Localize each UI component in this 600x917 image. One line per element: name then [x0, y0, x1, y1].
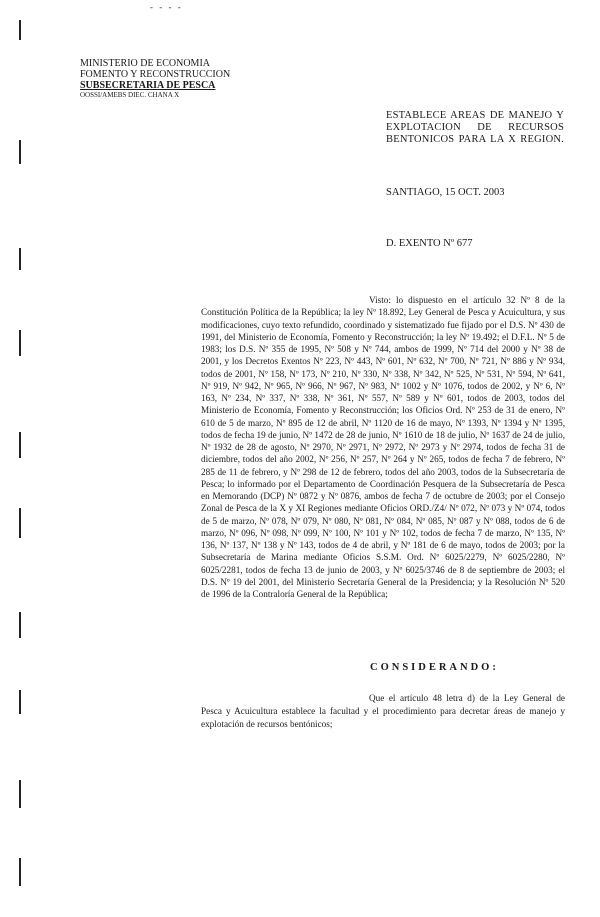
scan-edge-mark: [19, 690, 21, 714]
scan-edge-mark: [19, 140, 21, 164]
scan-edge-mark: [19, 780, 21, 808]
scan-edge-mark: [19, 858, 21, 886]
scan-edge-mark: [19, 330, 21, 356]
ministry-division: FOMENTO Y RECONSTRUCCION: [80, 69, 231, 80]
considerando-heading: CONSIDERANDO:: [370, 662, 499, 673]
visto-paragraph: [201, 294, 565, 600]
scan-edge-mark: [19, 508, 21, 538]
decree-subject: ESTABLECE AREAS DE MANEJO Y EXPLOTACION DE RECURSOS BENTONICOS PARA LA X REGION.: [386, 110, 564, 145]
top-marks: - - - -: [150, 2, 183, 12]
ministry-header: [80, 58, 230, 100]
subsecretaria-name: SUBSECRETARIA DE PESCA: [80, 80, 216, 91]
reference-code: OOSSI/AMEBS DIEC. CHANA X: [80, 91, 180, 99]
decree-number: D. EXENTO Nº 677: [386, 238, 473, 249]
place-date: SANTIAGO, 15 OCT. 2003: [386, 187, 505, 198]
considerando-paragraph-1: [201, 692, 565, 731]
scan-edge-mark: [19, 20, 21, 40]
scan-edge-mark: [19, 248, 21, 270]
scan-edge-mark: [19, 612, 21, 638]
considerando-text-1: Que el artículo 48 letra d) de la Ley General de Pesca y Acuicultura establece la facultad y el procedimiento para decretar áreas de manejo y explotación de recursos bentónicos;: [201, 693, 565, 729]
scan-edge-mark: [19, 432, 21, 458]
ministry-name: MINISTERIO DE ECONOMIA: [80, 58, 210, 69]
visto-text: Visto: lo dispuesto en el artículo 32 Nº 8 de la Constitución Política de la República; la ley Nº 18.892, Ley General de Pesca y Acuicultura, y sus modificaciones, cuyo texto refundido, coordinado y sistematizado fue fijado por el D.S. Nº 430 de 1991, del Ministerio de Economía, Fomento y Reconstrucción; la ley Nº 19.492; el D.F.L. Nº 5 de 1983; los D.S. Nº 355 de 1995, Nº 508 y Nº 744, ambos de 1999, Nº 714 del 2000 y Nº 38 de 2001, y los Decretos Exentos Nº 223, Nº 443, Nº 601, Nº 632, Nº 700, Nº 721, Nº 886 y Nº 934, todos de 2001, Nº 158, Nº 173, Nº 210, Nº 330, Nº 338, Nº 342, Nº 525, Nº 531, Nº 594, Nº 641, Nº 919, Nº 942, Nº 965, Nº 966, Nº 967, Nº 983, Nº 1002 y Nº 1076, todos de 2002, y Nº 6, Nº 163, Nº 234, Nº 337, Nº 338, Nº 361, Nº 557, Nº 589 y Nº 601, todos de 2003, todos del Ministerio de Economía, Fomento y Reconstrucción; los Oficios Ord. Nº 253 de 31 de enero, Nº 610 de 5 de marzo, Nº 895 de 12 de abril, Nº 1120 de 16 de mayo, Nº 1393, Nº 1394 y Nº 1395, todos de fecha 19 de junio, Nº 1472 de 28 de junio, Nº 1610 de 18 de julio, Nº 1637 de 24 de julio, Nº 1932 de 28 de agosto, Nº 2970, Nº 2971, Nº 2972, Nº 2973 y Nº 2974, todos de fecha 31 de diciembre, todos del año 2002, Nº 256, Nº 257, Nº 264 y Nº 265, todos de fecha 7 de febrero, Nº 285 de 11 de febrero, y Nº 298 de 12 de febrero, todos del año 2003, todos de la Subsecretaría de Pesca; lo informado por el Departamento de Coordinación Pesquera de la Subsecretaría de Pesca en Memorando (DCP) Nº 0872 y Nº 0876, ambos de fecha 7 de octubre de 2003; por el Consejo Zonal de Pesca de la X y XI Regiones mediante Oficios ORD./Z4/ Nº 072, Nº 073 y Nº 074, todos de 5 de marzo, Nº 078, Nº 079, Nº 080, Nº 081, Nº 084, Nº 085, Nº 087 y Nº 088, todos de 6 de marzo, Nº 096, Nº 098, Nº 099, Nº 100, Nº 101 y Nº 102, todos de fecha 7 de marzo, Nº 135, Nº 136, Nº 137, Nº 138 y Nº 143, todos de 4 de abril, y Nº 181 de 6 de mayo, todos de 2003; por la Subsecretaría de Marina mediante Oficios S.S.M. Ord. Nº 6025/2279, Nº 6025/2280, Nº 6025/2281, todos de fecha 13 de junio de 2003, y Nº 6025/3746 de 8 de septiembre de 2003; el D.S. Nº 19 del 2001, del Ministerio Secretaría General de la Presidencia; y la Resolución Nº 520 de 1996 de la Contraloría General de la República;: [201, 295, 565, 599]
